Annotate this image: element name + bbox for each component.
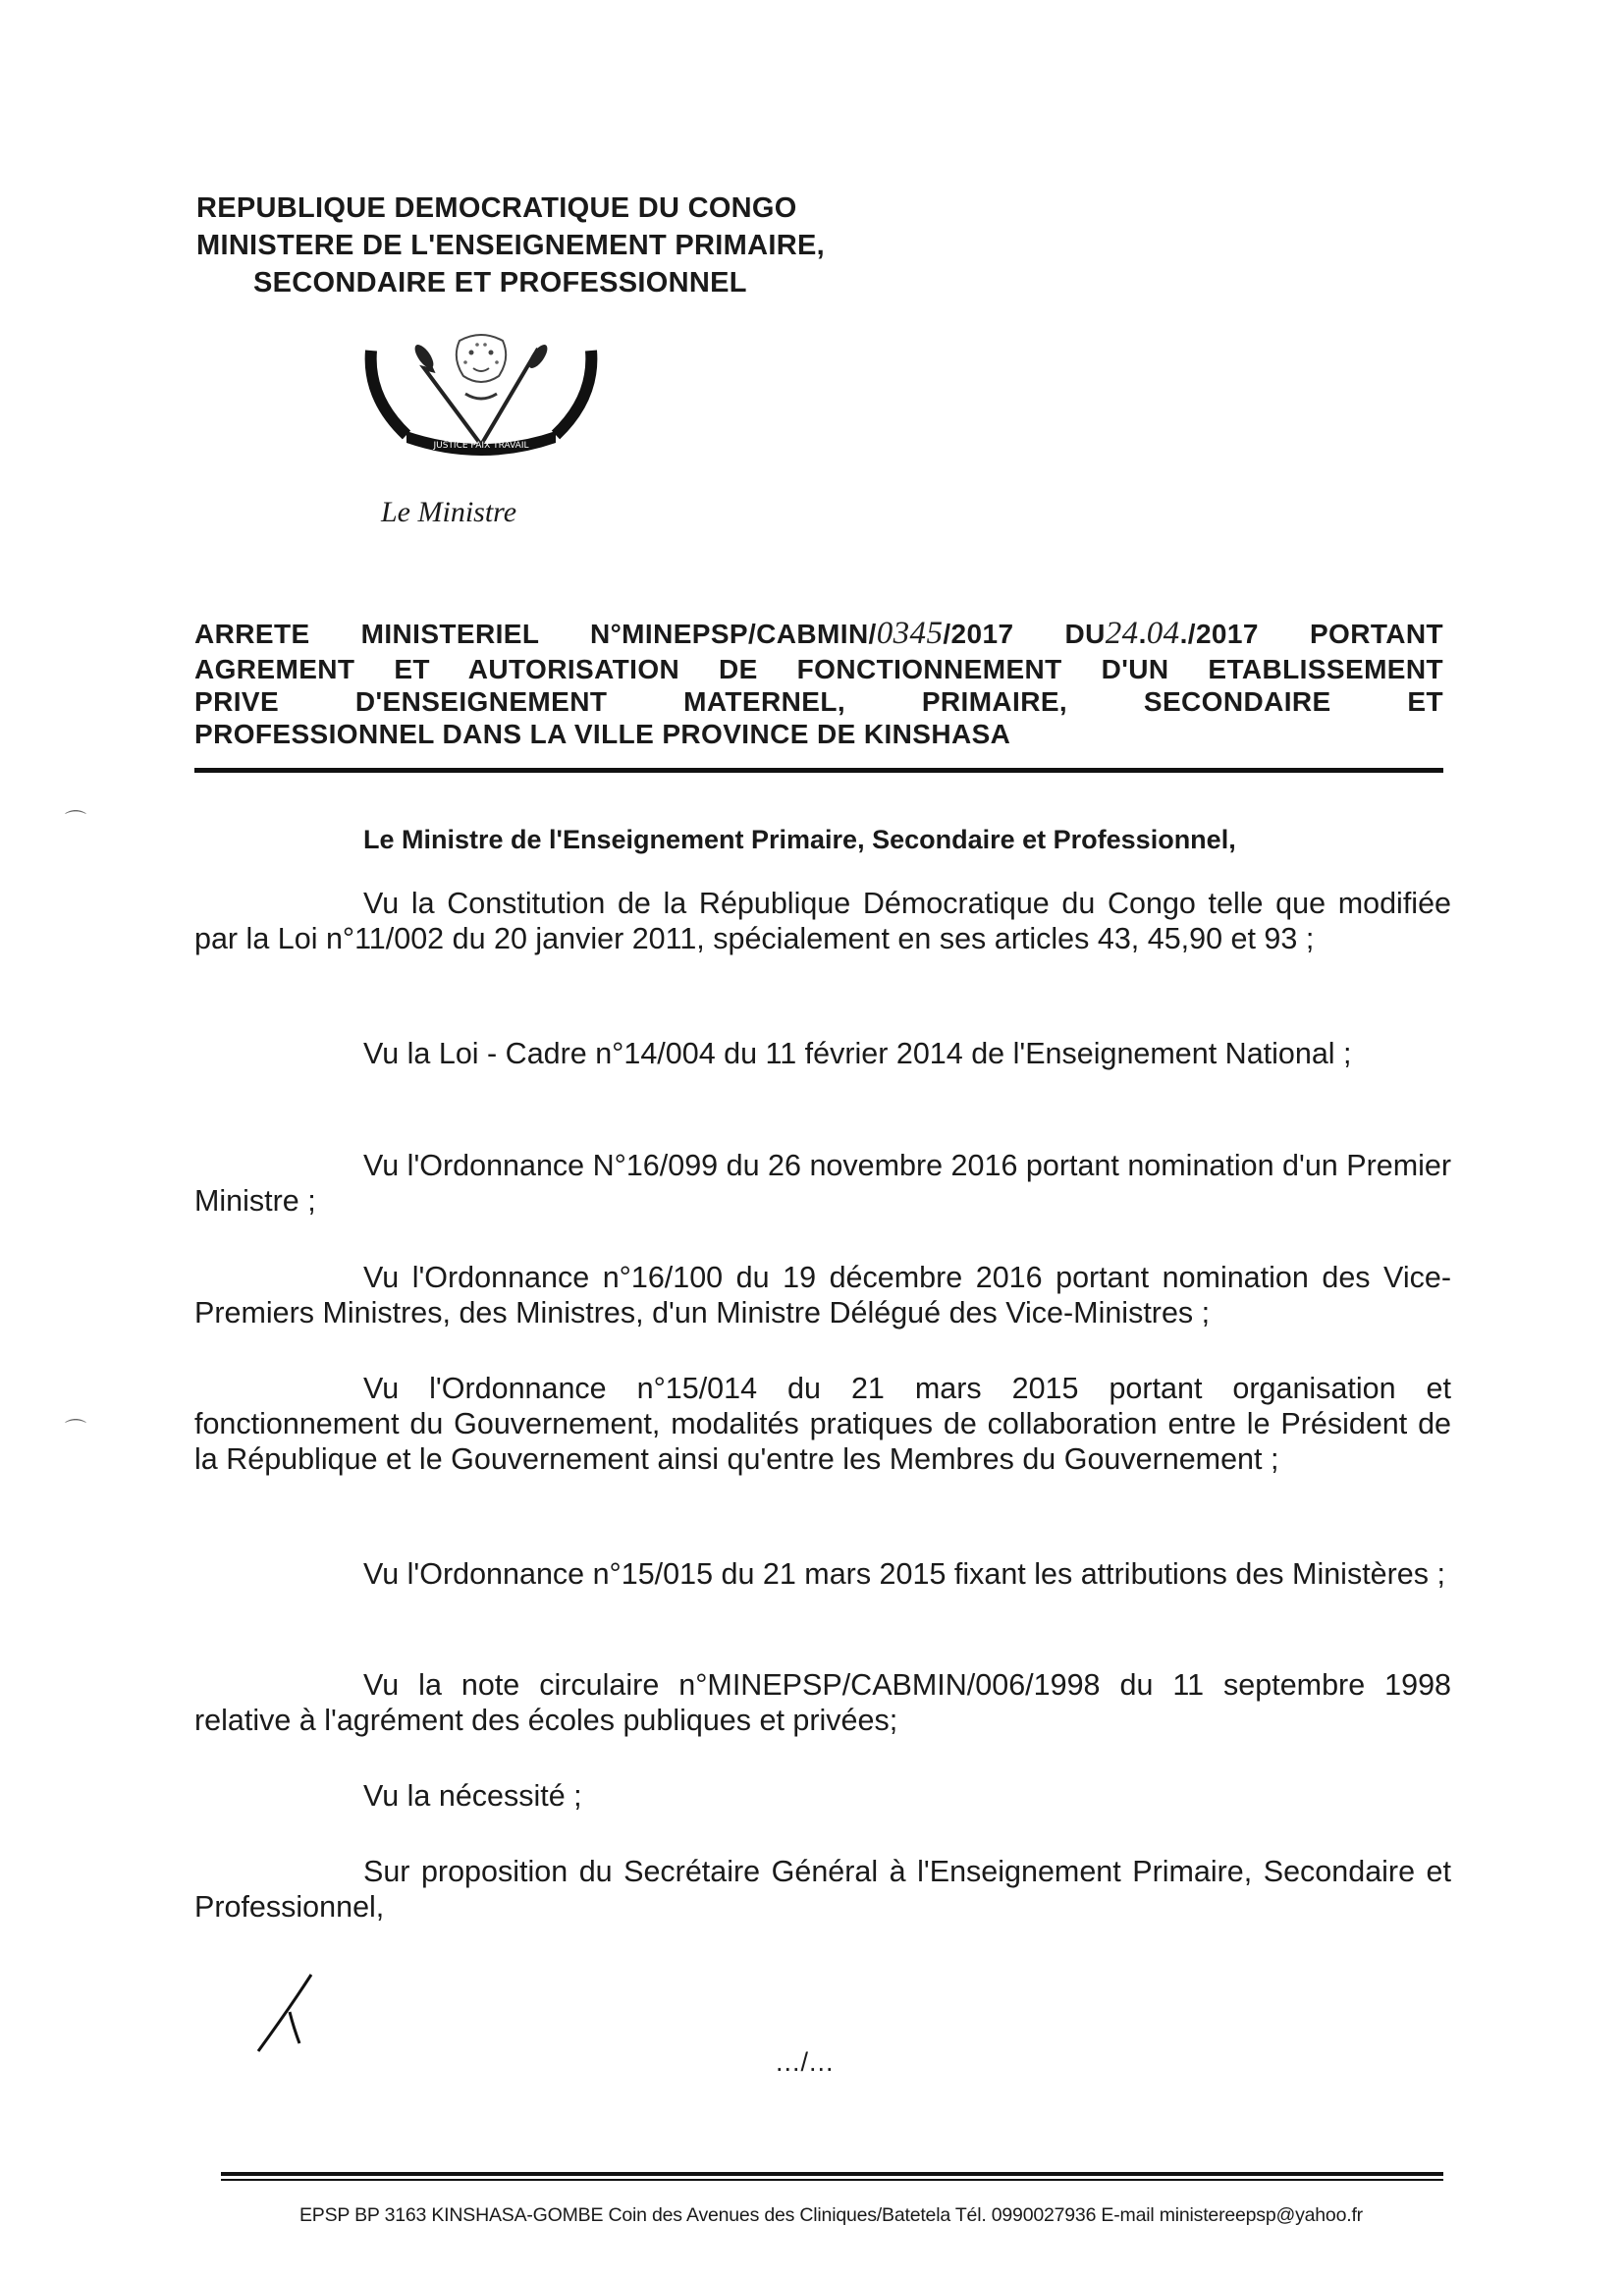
paragraph: Vu l'Ordonnance n°15/014 du 21 mars 2015 portant organisation et fonctionnement du Gouvernement, modalités pratiques de collaboration entre le Président de la République et le Gouvernement ainsi qu'entre les Membres du Gouvernement ; (194, 1372, 1451, 1476)
footer-address: EPSP BP 3163 KINSHASA-GOMBE Coin des Avenues des Cliniques/Batetela Tél. 0990027936 E-mail ministereepsp@yahoo.fr (299, 2204, 1363, 2226)
decree-year-label: /2017 DU (943, 619, 1106, 649)
scan-mark: ⌒ (65, 1418, 87, 1442)
decree-title-line-4: PROFESSIONNEL DANS LA VILLE PROVINCE DE KINSHASA (194, 719, 1011, 749)
drc-coat-of-arms-icon (363, 329, 599, 476)
handwritten-initials-icon (250, 1969, 329, 2057)
decree-title-line-3: PRIVE D'ENSEIGNEMENT MATERNEL, PRIMAIRE, SECONDAIRE ET (194, 685, 1443, 717)
handwritten-day: 24 (1105, 616, 1139, 651)
paragraph: Vu la Constitution de la République Démocratique du Congo telle que modifiée par la Loi n°11/002 du 20 janvier 2011, spécialement en ses articles 43, 45,90 et 93 ; (194, 887, 1451, 955)
preamble: Le Ministre de l'Enseignement Primaire, Secondaire et Professionnel, (363, 825, 1236, 854)
footer-rule (221, 2172, 1443, 2176)
paragraph: Vu la Loi - Cadre n°14/004 du 11 février 2014 de l'Enseignement National ; (363, 1037, 1352, 1070)
paragraph: Sur proposition du Secrétaire Général à l'Enseignement Primaire, Secondaire et Professionnel, (194, 1855, 1451, 1924)
ministry-name: MINISTERE DE L'ENSEIGNEMENT PRIMAIRE, (196, 230, 825, 261)
paragraph: Vu la note circulaire n°MINEPSP/CABMIN/006/1998 du 11 septembre 1998 relative à l'agrément des écoles publiques et privées; (194, 1668, 1451, 1737)
page-continuation: .../... (776, 2047, 835, 2077)
emblem-motto: JUSTICE PAIX TRAVAIL (433, 441, 529, 451)
republic-name: REPUBLIQUE DEMOCRATIQUE DU CONGO (196, 192, 797, 224)
footer-rule-thin (221, 2179, 1443, 2181)
minister-title: Le Ministre (381, 496, 517, 528)
title-divider (194, 768, 1443, 773)
decree-title-line-2: AGREMENT ET AUTORISATION DE FONCTIONNEMENT D'UN ETABLISSEMENT (194, 653, 1443, 684)
decree-year-portant: ./2017 PORTANT (1179, 619, 1443, 649)
ministry-name-continued: SECONDAIRE ET PROFESSIONNEL (253, 267, 747, 298)
paragraph: Vu l'Ordonnance n°16/100 du 19 décembre 2016 portant nomination des Vice-Premiers Ministres, des Ministres, d'un Ministre Délégué des Vice-Ministres ; (194, 1261, 1451, 1329)
handwritten-decree-number: 0345 (876, 616, 944, 651)
decree-number-prefix: ARRETE MINISTERIEL N°MINEPSP/CABMIN/ (194, 619, 877, 649)
decree-title (194, 615, 1443, 750)
handwritten-month: 04 (1146, 616, 1180, 651)
paragraph: Vu l'Ordonnance n°15/015 du 21 mars 2015 fixant les attributions des Ministères ; (363, 1557, 1445, 1591)
paragraph: Vu l'Ordonnance N°16/099 du 26 novembre 2016 portant nomination d'un Premier Ministre ; (194, 1149, 1451, 1218)
paragraph: Vu la nécessité ; (363, 1779, 582, 1813)
scan-mark: ⌒ (65, 809, 87, 834)
date-separator: . (1138, 619, 1147, 649)
